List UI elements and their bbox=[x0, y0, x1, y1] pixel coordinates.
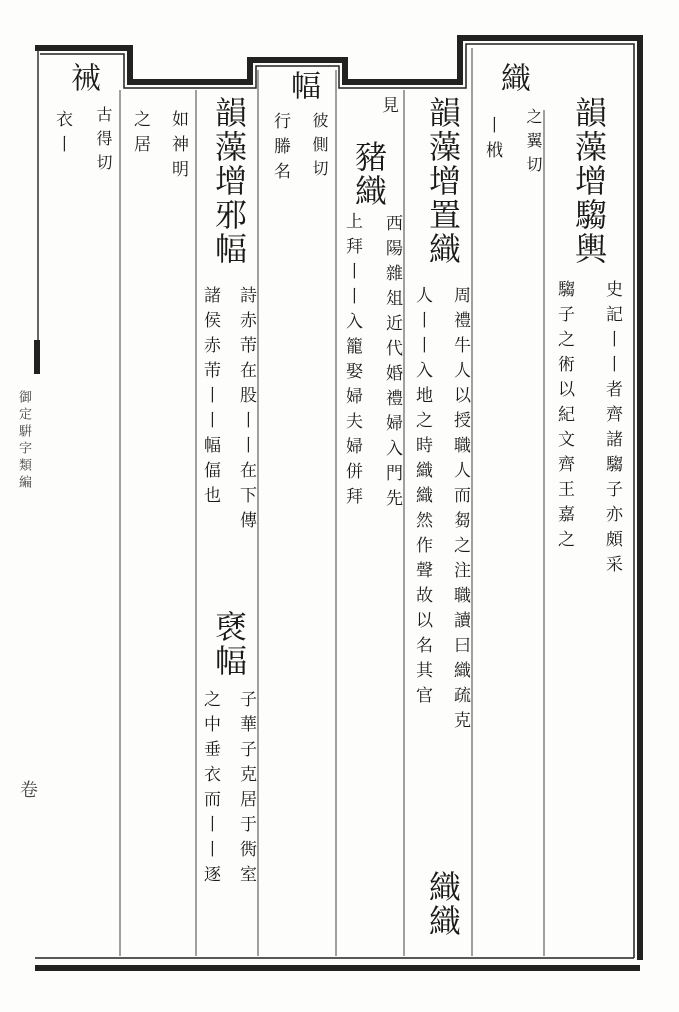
entry-note-12: 之居 bbox=[130, 110, 150, 160]
tab-reading-3: 之翼切 bbox=[524, 108, 543, 180]
entry-headword-zhuzhi: 豬織 bbox=[350, 140, 388, 208]
tab-reading-2: 彼側切 bbox=[310, 112, 329, 184]
entry-subhead: 丨栰 bbox=[482, 116, 502, 166]
entry-note-6: 上拜丨丨入籠娶婦夫婦併拜 bbox=[342, 212, 362, 512]
entry-note-11: 如神明 bbox=[168, 110, 188, 185]
entry-headword-zhizhi: 織織 bbox=[424, 870, 462, 938]
tab-headword-1: 祴 bbox=[65, 62, 100, 92]
entry-column-1 bbox=[566, 96, 612, 266]
tab-headword-2: 幅 bbox=[285, 70, 320, 100]
entry-note-3: 周禮牛人以授職人而芻之注職讀曰織疏克 bbox=[450, 286, 470, 736]
entry-subhead-2: 行幐名 bbox=[270, 112, 290, 187]
entry-column-zhi: 韻藻增 置織 bbox=[424, 96, 462, 266]
entry-note-4: 人丨丨入地之時織織然作聲故以名其官 bbox=[412, 286, 432, 711]
entry-headword-youfu: 褎幅 bbox=[210, 610, 248, 678]
entry-headword: 韻藻增騶輿 bbox=[570, 96, 608, 266]
entry-note-7: 詩赤芾在股丨丨在下傳 bbox=[236, 286, 256, 536]
entry-see: 見 bbox=[378, 96, 398, 121]
tab-reading-1: 古得切 bbox=[94, 106, 113, 178]
entry-note-5: 西陽雜俎近代婚禮婦入門先 bbox=[382, 214, 402, 514]
entry-note-1: 史記丨丨者齊諸騶子亦頗采 bbox=[602, 280, 622, 580]
entry-note-10: 之中垂衣而丨丨逐 bbox=[200, 690, 220, 890]
entry-note-2: 騶子之術以紀文齊王嘉之 bbox=[554, 280, 574, 555]
entry-note-9: 子華子克居于衖室 bbox=[236, 690, 256, 890]
entry-note-13: 衣丨 bbox=[52, 110, 72, 160]
margin-volume: 卷 bbox=[17, 780, 38, 802]
margin-book-title: 御定騈字類編 bbox=[16, 390, 31, 492]
entry-column-fu: 韻藻增 邪幅 bbox=[210, 96, 248, 266]
entry-note-8: 諸侯赤芾丨丨幅偪也 bbox=[200, 286, 220, 511]
tab-headword-3: 織 bbox=[495, 62, 530, 92]
